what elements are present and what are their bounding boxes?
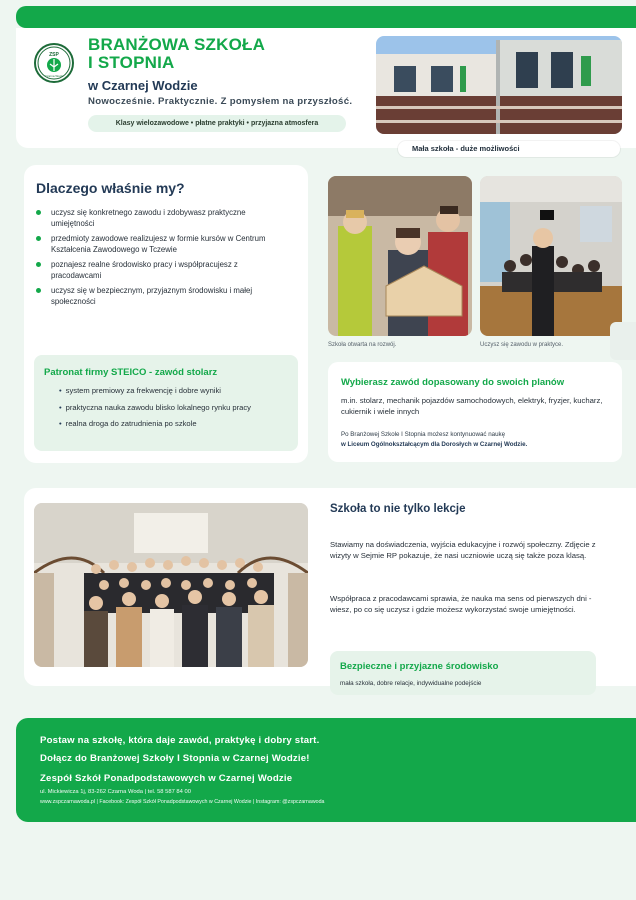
safe-environment-box [330, 651, 596, 695]
safe-text: mała szkoła, dobre relacje, indywidualne podejście [340, 680, 482, 687]
students-classroom-photo [480, 176, 622, 336]
why-us-list [36, 207, 286, 311]
list-item: uczysz się w bezpiecznym, przyjaznym środowisku i małej społeczności [36, 285, 286, 307]
footer-links[interactable]: www.zspczarnawoda.pl | Facebook: Zespół Szkół Ponadpodstawowych w Czarnej Wodzie | Instagram: @zspczarnawoda [40, 799, 325, 805]
footer-org-name: Zespół Szkół Ponadpodstawowych w Czarnej Wodzie [40, 773, 293, 784]
features-pill: Klasy wielozawodowe • płatne praktyki • przyjazna atmosfera [88, 115, 346, 132]
bullet-icon [36, 210, 41, 215]
school-logo [34, 43, 74, 83]
safe-title: Bezpieczne i przyjazne środowisko [340, 661, 499, 672]
career-note-bold: w Liceum Ogólnokształcącym dla Dorosłych w Czarnej Wodzie. [341, 441, 528, 448]
school-building-photo [376, 36, 622, 134]
title-line-2: I STOPNIA [88, 53, 175, 72]
lessons-paragraph-2: Współpraca z pracodawcami sprawia, że nauka ma sens od pierwszych dni - wiesz, po co się uczysz i gdzie możesz wykorzystać swoje umiejętności. [330, 594, 592, 614]
list-item: poznajesz realne środowisko pracy i współpracujesz z pracodawcami [36, 259, 286, 281]
lessons-card [24, 488, 636, 686]
lessons-paragraph-1: Stawiamy na doświadczenia, wyjścia edukacyjne i rozwój społeczny. Zdjęcie z wizyty w Sejmie RP pokazuje, że nasi uczniowie uczą się także poza klasą. [330, 540, 596, 560]
workshop-photo-caption: Szkoła otwarta na rozwój. [328, 342, 397, 348]
side-tab [610, 322, 636, 360]
svg-text:ZSP: ZSP [49, 52, 59, 58]
footer-line-1: Postaw na szkołę, która daje zawód, praktykę i dobry start. [40, 735, 320, 746]
list-item: przedmioty zawodowe realizujesz w formie kursów w Centrum Kształcenia Zawodowego w Tczewie [36, 233, 286, 255]
bullet-icon [36, 262, 41, 267]
steico-patronage-box [34, 355, 298, 451]
career-card [328, 362, 622, 462]
header-card [16, 28, 636, 153]
page-title [88, 36, 265, 72]
bullet-icon [36, 288, 41, 293]
why-us-card [24, 165, 308, 463]
bullet-icon [36, 236, 41, 241]
footer-banner [16, 718, 636, 822]
slogan: Nowocześnie. Praktycznie. Z pomysłem na przyszłość. [88, 96, 353, 107]
steico-list [44, 385, 294, 435]
career-note-text: Po Branżowej Szkole I Stopnia możesz kontynuować naukę [341, 431, 506, 438]
career-professions: m.in. stolarz, mechanik pojazdów samochodowych, elektryk, fryzjer, kucharz, cukiernik i wiele innych [341, 396, 603, 416]
classroom-photo-caption: Uczysz się zawodu w praktyce. [480, 342, 564, 348]
title-line-1: BRANŻOWA SZKOŁA [88, 35, 266, 54]
top-accent-bar [16, 6, 636, 28]
career-note [341, 430, 616, 450]
bullet-icon: • [59, 402, 62, 412]
list-item: • system premiowy za frekwencję i dobre wyniki [59, 386, 221, 395]
students-workshop-photo [328, 176, 472, 336]
page-subtitle: w Czarnej Wodzie [88, 78, 198, 93]
lessons-title: Szkoła to nie tylko lekcje [330, 503, 466, 515]
career-title: Wybierasz zawód dopasowany do swoich planów [341, 377, 565, 388]
sejm-group-photo [34, 503, 308, 667]
list-item: • realna droga do zatrudnienia po szkole [59, 419, 197, 428]
steico-title: Patronat firmy STEICO - zawód stolarz [44, 367, 218, 378]
why-us-title: Dlaczego właśnie my? [36, 180, 185, 196]
list-item: uczysz się konkretnego zawodu i zdobywasz praktyczne umiejętności [36, 207, 286, 229]
svg-text:Czarna Woda: Czarna Woda [44, 74, 64, 78]
building-photo-caption: Mała szkoła - duże możliwości [398, 141, 620, 157]
bullet-icon: • [59, 419, 62, 428]
list-item: • praktyczna nauka zawodu blisko lokalnego rynku pracy [59, 402, 251, 412]
footer-address: ul. Mickiewicza 1j, 83-262 Czarna Woda | tel. 58 587 84 00 [40, 789, 191, 795]
footer-line-2: Dołącz do Branżowej Szkoły I Stopnia w Czarnej Wodzie! [40, 753, 310, 764]
bullet-icon: • [59, 386, 62, 395]
